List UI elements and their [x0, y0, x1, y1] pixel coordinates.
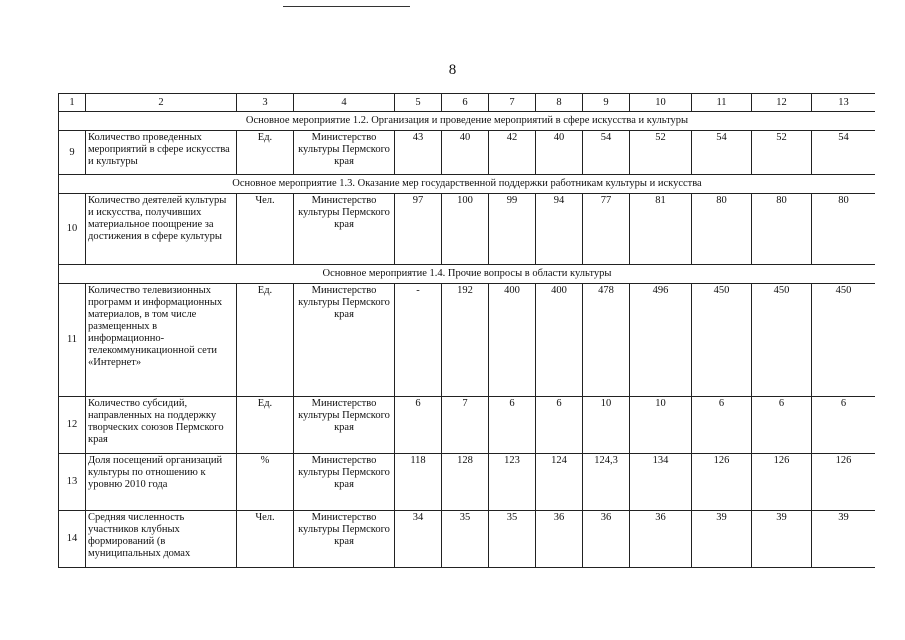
- indicator-name: Средняя численность участников клубных формирований (в муниципальных домах: [86, 511, 237, 568]
- indicators-table-wrap: [58, 93, 875, 598]
- table-row: [59, 397, 876, 454]
- value-cell: 450: [812, 284, 876, 397]
- value-cell: 35: [442, 511, 489, 568]
- responsible-cell: Министерство культуры Пермского края: [294, 194, 395, 265]
- value-cell: 450: [692, 284, 752, 397]
- value-cell: 478: [583, 284, 630, 397]
- unit-cell: Ед.: [237, 131, 294, 175]
- column-header: 2: [86, 94, 237, 112]
- value-cell: 450: [752, 284, 812, 397]
- value-cell: 54: [812, 131, 876, 175]
- indicator-name: Количество субсидий, направленных на поддержку творческих союзов Пермского края: [86, 397, 237, 454]
- value-cell: 36: [536, 511, 583, 568]
- column-header: 12: [752, 94, 812, 112]
- value-cell: 192: [442, 284, 489, 397]
- column-header: 13: [812, 94, 876, 112]
- section-title: Основное мероприятие 1.4. Прочие вопросы в области культуры: [59, 265, 876, 284]
- value-cell: 126: [752, 454, 812, 511]
- value-cell: 80: [692, 194, 752, 265]
- page-number: 8: [448, 62, 457, 78]
- unit-cell: %: [237, 454, 294, 511]
- value-cell: 94: [536, 194, 583, 265]
- value-cell: 124: [536, 454, 583, 511]
- value-cell: 400: [489, 284, 536, 397]
- value-cell: 496: [630, 284, 692, 397]
- table-row: [59, 511, 876, 568]
- value-cell: 6: [752, 397, 812, 454]
- value-cell: 123: [489, 454, 536, 511]
- value-cell: 39: [692, 511, 752, 568]
- value-cell: -: [395, 284, 442, 397]
- value-cell: 118: [395, 454, 442, 511]
- value-cell: 40: [536, 131, 583, 175]
- value-cell: 35: [489, 511, 536, 568]
- value-cell: 39: [752, 511, 812, 568]
- column-header: 1: [59, 94, 86, 112]
- value-cell: 43: [395, 131, 442, 175]
- column-header: 5: [395, 94, 442, 112]
- value-cell: 99: [489, 194, 536, 265]
- value-cell: 126: [692, 454, 752, 511]
- value-cell: 34: [395, 511, 442, 568]
- value-cell: 7: [442, 397, 489, 454]
- column-header: 10: [630, 94, 692, 112]
- section-title: Основное мероприятие 1.3. Оказание мер государственной поддержки работникам культуры и искусства: [59, 175, 876, 194]
- value-cell: 6: [489, 397, 536, 454]
- value-cell: 52: [630, 131, 692, 175]
- value-cell: 81: [630, 194, 692, 265]
- indicator-name: Количество деятелей культуры и искусства, получивших материальное поощрение за достижения в сфере культуры: [86, 194, 237, 265]
- column-header: 8: [536, 94, 583, 112]
- column-header: 3: [237, 94, 294, 112]
- table-row: [59, 454, 876, 511]
- column-header: 7: [489, 94, 536, 112]
- column-header: 6: [442, 94, 489, 112]
- section-row: [59, 265, 876, 284]
- indicator-name: Доля посещений организаций культуры по отношению к уровню 2010 года: [86, 454, 237, 511]
- value-cell: 6: [536, 397, 583, 454]
- value-cell: 80: [752, 194, 812, 265]
- value-cell: 39: [812, 511, 876, 568]
- responsible-cell: Министерство культуры Пермского края: [294, 511, 395, 568]
- table-row: [59, 284, 876, 397]
- row-number: 12: [59, 397, 86, 454]
- value-cell: 10: [630, 397, 692, 454]
- value-cell: 54: [583, 131, 630, 175]
- value-cell: 124,3: [583, 454, 630, 511]
- value-cell: 40: [442, 131, 489, 175]
- value-cell: 80: [812, 194, 876, 265]
- value-cell: 10: [583, 397, 630, 454]
- value-cell: 126: [812, 454, 876, 511]
- responsible-cell: Министерство культуры Пермского края: [294, 284, 395, 397]
- row-number: 14: [59, 511, 86, 568]
- indicator-name: Количество проведенных мероприятий в сфере искусства и культуры: [86, 131, 237, 175]
- row-number: 10: [59, 194, 86, 265]
- value-cell: 6: [692, 397, 752, 454]
- column-header: 9: [583, 94, 630, 112]
- responsible-cell: Министерство культуры Пермского края: [294, 131, 395, 175]
- unit-cell: Ед.: [237, 397, 294, 454]
- responsible-cell: Министерство культуры Пермского края: [294, 454, 395, 511]
- value-cell: 36: [630, 511, 692, 568]
- value-cell: 134: [630, 454, 692, 511]
- unit-cell: Ед.: [237, 284, 294, 397]
- indicators-table: [58, 93, 875, 568]
- unit-cell: Чел.: [237, 511, 294, 568]
- table-row: [59, 194, 876, 265]
- column-number-header-row: [59, 94, 876, 112]
- column-header: 4: [294, 94, 395, 112]
- value-cell: 36: [583, 511, 630, 568]
- table-row: [59, 131, 876, 175]
- section-row: [59, 112, 876, 131]
- value-cell: 52: [752, 131, 812, 175]
- top-rule: [283, 6, 410, 7]
- value-cell: 42: [489, 131, 536, 175]
- value-cell: 97: [395, 194, 442, 265]
- value-cell: 54: [692, 131, 752, 175]
- value-cell: 400: [536, 284, 583, 397]
- value-cell: 6: [812, 397, 876, 454]
- indicator-name: Количество телевизионных программ и информационных материалов, в том числе размещенных в информационно-телекоммуникационной сети «Интернет»: [86, 284, 237, 397]
- row-number: 9: [59, 131, 86, 175]
- value-cell: 128: [442, 454, 489, 511]
- column-header: 11: [692, 94, 752, 112]
- value-cell: 100: [442, 194, 489, 265]
- row-number: 13: [59, 454, 86, 511]
- section-title: Основное мероприятие 1.2. Организация и проведение мероприятий в сфере искусства и культуры: [59, 112, 876, 131]
- section-row: [59, 175, 876, 194]
- responsible-cell: Министерство культуры Пермского края: [294, 397, 395, 454]
- value-cell: 6: [395, 397, 442, 454]
- unit-cell: Чел.: [237, 194, 294, 265]
- value-cell: 77: [583, 194, 630, 265]
- row-number: 11: [59, 284, 86, 397]
